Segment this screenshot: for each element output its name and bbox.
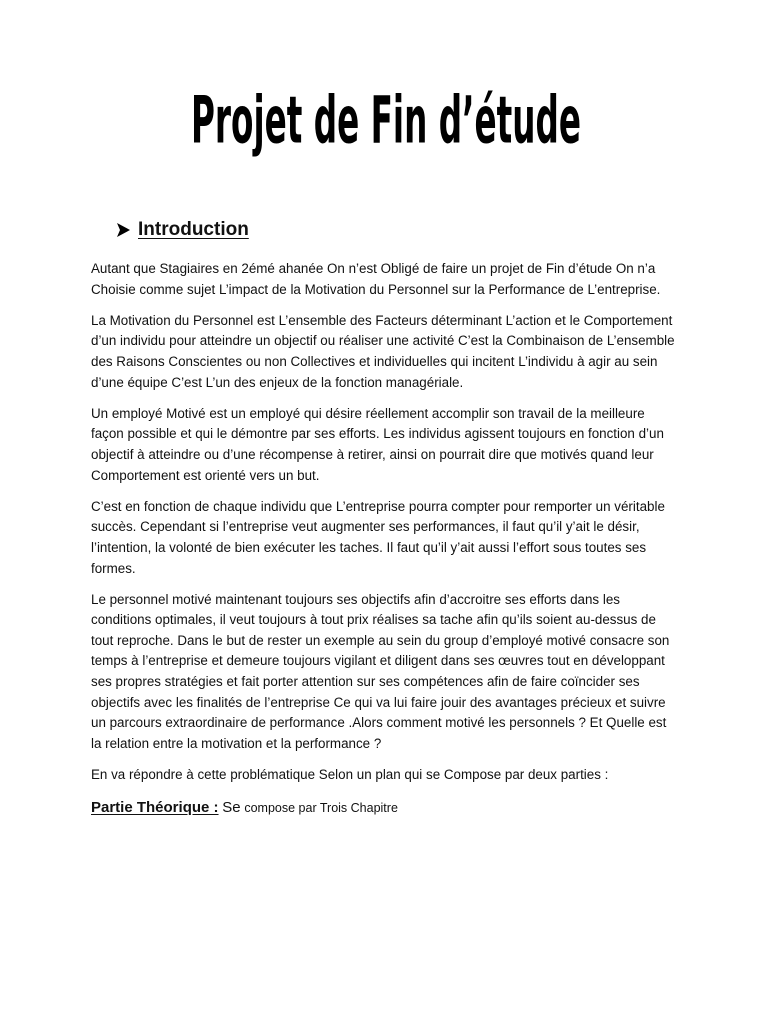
heading-introduction: Introduction bbox=[138, 219, 249, 240]
section-heading bbox=[114, 216, 249, 244]
document-title-wordart bbox=[186, 80, 586, 160]
paragraph: Autant que Stagiaires en 2émé ahanée On n’est Obligé de faire un projet de Fin d’étude On n’a Choisie comme sujet L’impact de la Motivation du Personnel sur la Performance de L’entreprise. bbox=[91, 261, 661, 297]
partie-theorique-text-start: Se bbox=[222, 798, 241, 816]
document-body bbox=[91, 259, 679, 818]
paragraph: Un employé Motivé est un employé qui désire réellement accomplir son travail de la meilleure façon possible et qui le démontre par ses efforts. Les individus agissent toujours en fonction d’un objectif à atteindre ou d’une récompense à retirer, ainsi on pourrait dire que motivés quand leur Comportement est orienté vers un but. bbox=[91, 405, 664, 483]
partie-theorique-text: compose par Trois Chapitre bbox=[244, 800, 398, 815]
partie-theorique-label: Partie Théorique : bbox=[91, 798, 219, 816]
paragraph: En va répondre à cette problématique Selon un plan qui se Compose par deux parties : bbox=[91, 767, 609, 783]
paragraph: Le personnel motivé maintenant toujours ses objectifs afin d’accroitre ses efforts dans les conditions optimales, il veut toujours à tout prix réalises sa tache afin qu’ils soient au-dessus de tout reproche. Dans le but de rester un exemple au sein du group d’employé motivé consacre son temps à l’entreprise et demeure toujours vigilant et diligent dans ses œuvres tout en développant ses propres stratégies et fait porter attention sur ses compétences afin de faire coïncider ses objectifs avec les finalités de l’entreprise Ce qui va lui faire jouir des avantages précieux et suivre un parcours extraordinaire de performance .Alors comment motivé les personnels ? Et Quelle est la relation entre la motivation et la performance ? bbox=[91, 591, 670, 751]
paragraph: La Motivation du Personnel est L’ensemble des Facteurs déterminant L’action et le Comportement d’un individu pour atteindre un objectif ou réaliser une activité C’est la Combinaison de L’ensemble des Raisons Conscientes ou non Collectives et individuelles qui incitent L’individu à agir au sein d’une équipe C’est L’un des enjeux de la fonction managériale. bbox=[91, 312, 675, 390]
title-wordart-svg bbox=[186, 80, 586, 160]
paragraph: C’est en fonction de chaque individu que L’entreprise pourra compter pour remporter un véritable succès. Cependant si l’entreprise veut augmenter ses performances, il faut qu’il y’ait le désir, l’intention, la volonté de bien exécuter les taches. Il faut qu’il y’ait aussi l’effort sous toutes ses formes. bbox=[91, 498, 665, 576]
page-title: Projet de Fin d’étude bbox=[190, 81, 581, 158]
arrow-bullet-icon bbox=[114, 221, 132, 239]
partie-theorique-line bbox=[91, 798, 679, 819]
